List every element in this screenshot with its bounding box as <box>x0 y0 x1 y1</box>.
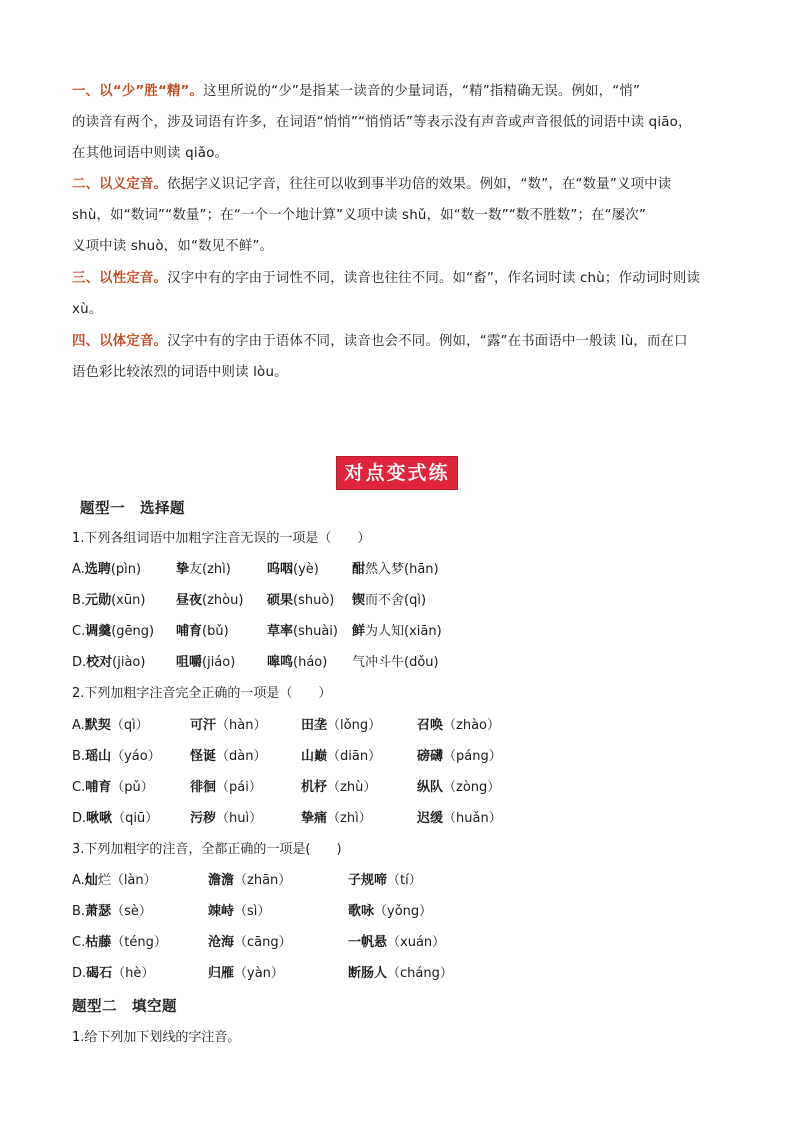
q1-option-item <box>267 591 334 611</box>
pinyin-annotation: （huì） <box>216 811 263 826</box>
option-letter: C. <box>72 624 86 639</box>
option-letter: C. <box>72 935 86 950</box>
rule-1-heading: 一、以“少”胜“精”。 <box>72 84 204 99</box>
bold-character: 呜咽 <box>267 562 294 577</box>
bold-character: 挚 <box>176 562 190 577</box>
pinyin-annotation: （cāng） <box>234 935 292 950</box>
bold-character: 纵队 <box>417 780 444 795</box>
pinyin-annotation: （téng） <box>111 935 167 950</box>
q1-option-item <box>267 560 319 580</box>
q1-option-item <box>176 560 231 580</box>
rule-2-heading: 二、以义定音。 <box>72 177 168 192</box>
pinyin-annotation: （sè） <box>111 904 152 919</box>
pinyin-annotation: (xūn) <box>111 593 146 608</box>
bold-character: 一帆悬 <box>348 935 388 950</box>
pinyin-annotation: （tí） <box>387 873 422 888</box>
option-letter: B. <box>72 904 86 919</box>
bold-character: 嗥鸣 <box>267 655 294 670</box>
option-letter: B. <box>72 749 86 764</box>
bold-character: 迟缓 <box>417 811 444 826</box>
rule-1-text-line-2: 的读音有两个，涉及词语有许多，在词语“悄悄”“悄悄话”等表示没有声音或声音很低的词语中读 qiāo， <box>72 115 692 130</box>
pinyin-annotation: （hè） <box>112 966 155 981</box>
pinyin-annotation: （yǒng） <box>374 904 433 919</box>
q1-stem: 1.下列各组词语中加粗字注音无误的一项是（ ） <box>72 531 371 546</box>
pinyin-annotation: （yáo） <box>111 749 161 764</box>
q3-option-item <box>72 964 154 984</box>
q1-option-item <box>352 653 439 673</box>
bold-character: 断肠人 <box>348 966 388 981</box>
pinyin-annotation: （yàn） <box>234 966 284 981</box>
q2-option-item <box>190 809 262 829</box>
option-letter: A. <box>72 873 85 888</box>
pinyin-annotation: 友(zhì) <box>189 562 231 577</box>
pinyin-annotation: （cháng） <box>387 966 453 981</box>
bold-character: 山巅 <box>301 749 328 764</box>
q2-option-item <box>190 716 266 736</box>
bold-character: 归雁 <box>208 966 235 981</box>
q3-option-item <box>208 902 270 922</box>
q2-option-item <box>417 809 502 829</box>
rule-1 <box>72 76 732 169</box>
rule-3-heading: 三、以性定音。 <box>72 271 168 286</box>
q1-option-item <box>72 653 145 673</box>
rule-3 <box>72 263 732 325</box>
q2-option-item <box>417 747 502 767</box>
pinyin-annotation: 气冲斗牛(dǒu) <box>352 655 439 670</box>
pinyin-annotation: (gēng) <box>111 624 155 639</box>
pinyin-annotation: 为人知(xiān) <box>365 624 442 639</box>
bold-character: 怪诞 <box>190 749 217 764</box>
q1-option-item <box>267 622 338 642</box>
q2-option-item <box>190 747 266 767</box>
bold-character: 竦峙 <box>208 904 235 919</box>
bold-character: 草率 <box>267 624 294 639</box>
bold-character: 元勋 <box>85 593 112 608</box>
bold-character: 选聘 <box>84 562 111 577</box>
bold-character: 调羹 <box>85 624 112 639</box>
q2-option-item <box>72 716 149 736</box>
pinyin-annotation: 然入梦(hān) <box>365 562 439 577</box>
q2-option-item <box>190 778 262 798</box>
q2-option-item <box>301 778 376 798</box>
q3-option-item <box>208 871 291 891</box>
bold-character: 哺育 <box>176 624 203 639</box>
pinyin-annotation: （dàn） <box>216 749 267 764</box>
rule-2-text-line-2: shù，如“数词”“数量”；在“一个一个地计算”义项中读 shǔ，如“数一数”“数不胜数”；在“屡次” <box>72 208 647 223</box>
bold-character: 可汗 <box>190 718 217 733</box>
pinyin-annotation: （zhān） <box>234 873 292 888</box>
bold-character: 锲 <box>352 593 366 608</box>
pinyin-annotation: 烂（làn） <box>97 873 157 888</box>
bold-character: 挚痛 <box>301 811 328 826</box>
bold-character: 校对 <box>86 655 113 670</box>
exercise-banner: 对点变式练 <box>336 456 457 490</box>
q2-option-item <box>301 747 381 767</box>
pinyin-annotation: （zhù） <box>327 780 377 795</box>
pinyin-annotation: 而不舍(qì) <box>365 593 427 608</box>
bold-character: 瑶山 <box>85 749 112 764</box>
q3-option-item <box>72 933 167 953</box>
rule-1-text-line-3: 在其他词语中则读 qiǎo。 <box>72 146 229 161</box>
bold-character: 啾啾 <box>86 811 113 826</box>
rule-4-text-line-2: 语色彩比较浓烈的词语中则读 lòu。 <box>72 365 288 380</box>
pinyin-annotation: （sì） <box>234 904 271 919</box>
q2-stem: 2.下列加粗字注音完全正确的一项是（ ） <box>72 686 332 701</box>
q3-option-item <box>348 964 453 984</box>
bold-character: 萧瑟 <box>85 904 112 919</box>
pinyin-annotation: （zhào） <box>443 718 500 733</box>
bold-character: 昼夜 <box>176 593 203 608</box>
q2-option-item <box>417 716 500 736</box>
rule-2-text-line-1: 依据字义识记字音，往往可以收到事半功倍的效果。例如，“数”，在“数量”义项中读 <box>167 177 672 192</box>
pinyin-annotation: (jiào) <box>112 655 146 670</box>
q2-option-item <box>72 809 158 829</box>
option-letter: A. <box>72 562 85 577</box>
q3-option-item <box>208 933 292 953</box>
bold-character: 子规啼 <box>348 873 388 888</box>
pinyin-annotation: (jiáo) <box>202 655 236 670</box>
option-letter: D. <box>72 966 87 981</box>
section-title-choice: 题型一 选择题 <box>80 501 185 517</box>
pinyin-annotation: (zhòu) <box>202 593 244 608</box>
rule-2-text-line-3: 义项中读 shuò，如“数见不鲜”。 <box>72 239 274 254</box>
pinyin-annotation: （lǒng） <box>327 718 382 733</box>
option-letter: A. <box>72 718 85 733</box>
bold-character: 澹澹 <box>208 873 235 888</box>
bold-character: 硕果 <box>267 593 294 608</box>
rule-3-text-line-2: xù。 <box>72 302 103 317</box>
q1-option-item <box>352 560 439 580</box>
rule-4 <box>72 326 732 388</box>
q1-option-item <box>352 591 426 611</box>
pinyin-annotation: （huǎn） <box>443 811 502 826</box>
pinyin-annotation: (shuò) <box>293 593 335 608</box>
q2-option-item <box>72 778 154 798</box>
q1-option-item <box>72 560 141 580</box>
q3-stem: 3.下列加粗字的注音，全都正确的一项是( ) <box>72 842 342 857</box>
q1-option-item <box>176 591 243 611</box>
q3-option-item <box>348 871 422 891</box>
q1-option-item <box>352 622 442 642</box>
bold-character: 酣 <box>352 562 366 577</box>
q2-option-item <box>417 778 500 798</box>
bold-character: 灿 <box>84 873 98 888</box>
rule-2 <box>72 169 732 262</box>
section-title-fill: 题型二 填空题 <box>72 999 177 1015</box>
option-letter: D. <box>72 811 87 826</box>
bold-character: 磅礴 <box>417 749 444 764</box>
q2-option-item <box>301 716 381 736</box>
q3-option-item <box>208 964 284 984</box>
option-letter: D. <box>72 655 87 670</box>
rule-1-text-line-1: 这里所说的“少”是指某一读音的少量词语，“精”指精确无误。例如，“悄” <box>203 84 641 99</box>
bold-character: 田垄 <box>301 718 328 733</box>
pinyin-annotation: （pái） <box>216 780 262 795</box>
bold-character: 召唤 <box>417 718 444 733</box>
pinyin-annotation: （diān） <box>327 749 382 764</box>
q3-option-item <box>72 871 157 891</box>
q2-option-item <box>301 809 372 829</box>
pinyin-annotation: （zhì） <box>327 811 372 826</box>
rule-3-text-line-1: 汉字中有的字由于词性不同，读音也往往不同。如“畜”，作名词时读 chù；作动词时则读 <box>167 271 701 286</box>
q3-option-item <box>348 933 445 953</box>
pinyin-annotation: （pǔ） <box>111 780 154 795</box>
pinyin-annotation: (háo) <box>293 655 328 670</box>
bold-character: 污秽 <box>190 811 217 826</box>
bold-character: 哺育 <box>85 780 112 795</box>
q1-option-item <box>267 653 327 673</box>
bold-character: 歌咏 <box>348 904 375 919</box>
pinyin-annotation: （qiū） <box>112 811 159 826</box>
rule-4-heading: 四、以体定音。 <box>72 334 168 349</box>
pinyin-annotation: (bǔ) <box>202 624 229 639</box>
pinyin-annotation: （páng） <box>443 749 502 764</box>
bold-character: 徘徊 <box>190 780 217 795</box>
bold-character: 鲜 <box>352 624 366 639</box>
pinyin-annotation: （zòng） <box>443 780 501 795</box>
pinyin-annotation: (pìn) <box>110 562 142 577</box>
bold-character: 枯藤 <box>85 935 112 950</box>
q2-option-item <box>72 747 161 767</box>
pinyin-annotation: （qì） <box>110 718 149 733</box>
option-letter: C. <box>72 780 86 795</box>
bold-character: 默契 <box>84 718 111 733</box>
exercise-banner-wrap <box>0 456 794 490</box>
pinyin-annotation: （xuán） <box>387 935 446 950</box>
q1-option-item <box>72 591 145 611</box>
fill-q1-stem: 1.给下列加下划线的字注音。 <box>72 1030 241 1045</box>
pinyin-annotation: (yè) <box>293 562 319 577</box>
q1-option-item <box>176 622 229 642</box>
q3-option-item <box>72 902 152 922</box>
option-letter: B. <box>72 593 86 608</box>
q1-option-item <box>72 622 154 642</box>
bold-character: 沧海 <box>208 935 235 950</box>
bold-character: 碣石 <box>86 966 113 981</box>
q1-option-item <box>176 653 235 673</box>
bold-character: 咀嚼 <box>176 655 203 670</box>
pinyin-annotation: (shuài) <box>293 624 338 639</box>
rule-4-text-line-1: 汉字中有的字由于语体不同，读音也会不同。例如，“露”在书面语中一般读 lù，而在口 <box>167 334 688 349</box>
pinyin-annotation: （hàn） <box>216 718 267 733</box>
bold-character: 机杼 <box>301 780 328 795</box>
q3-option-item <box>348 902 432 922</box>
